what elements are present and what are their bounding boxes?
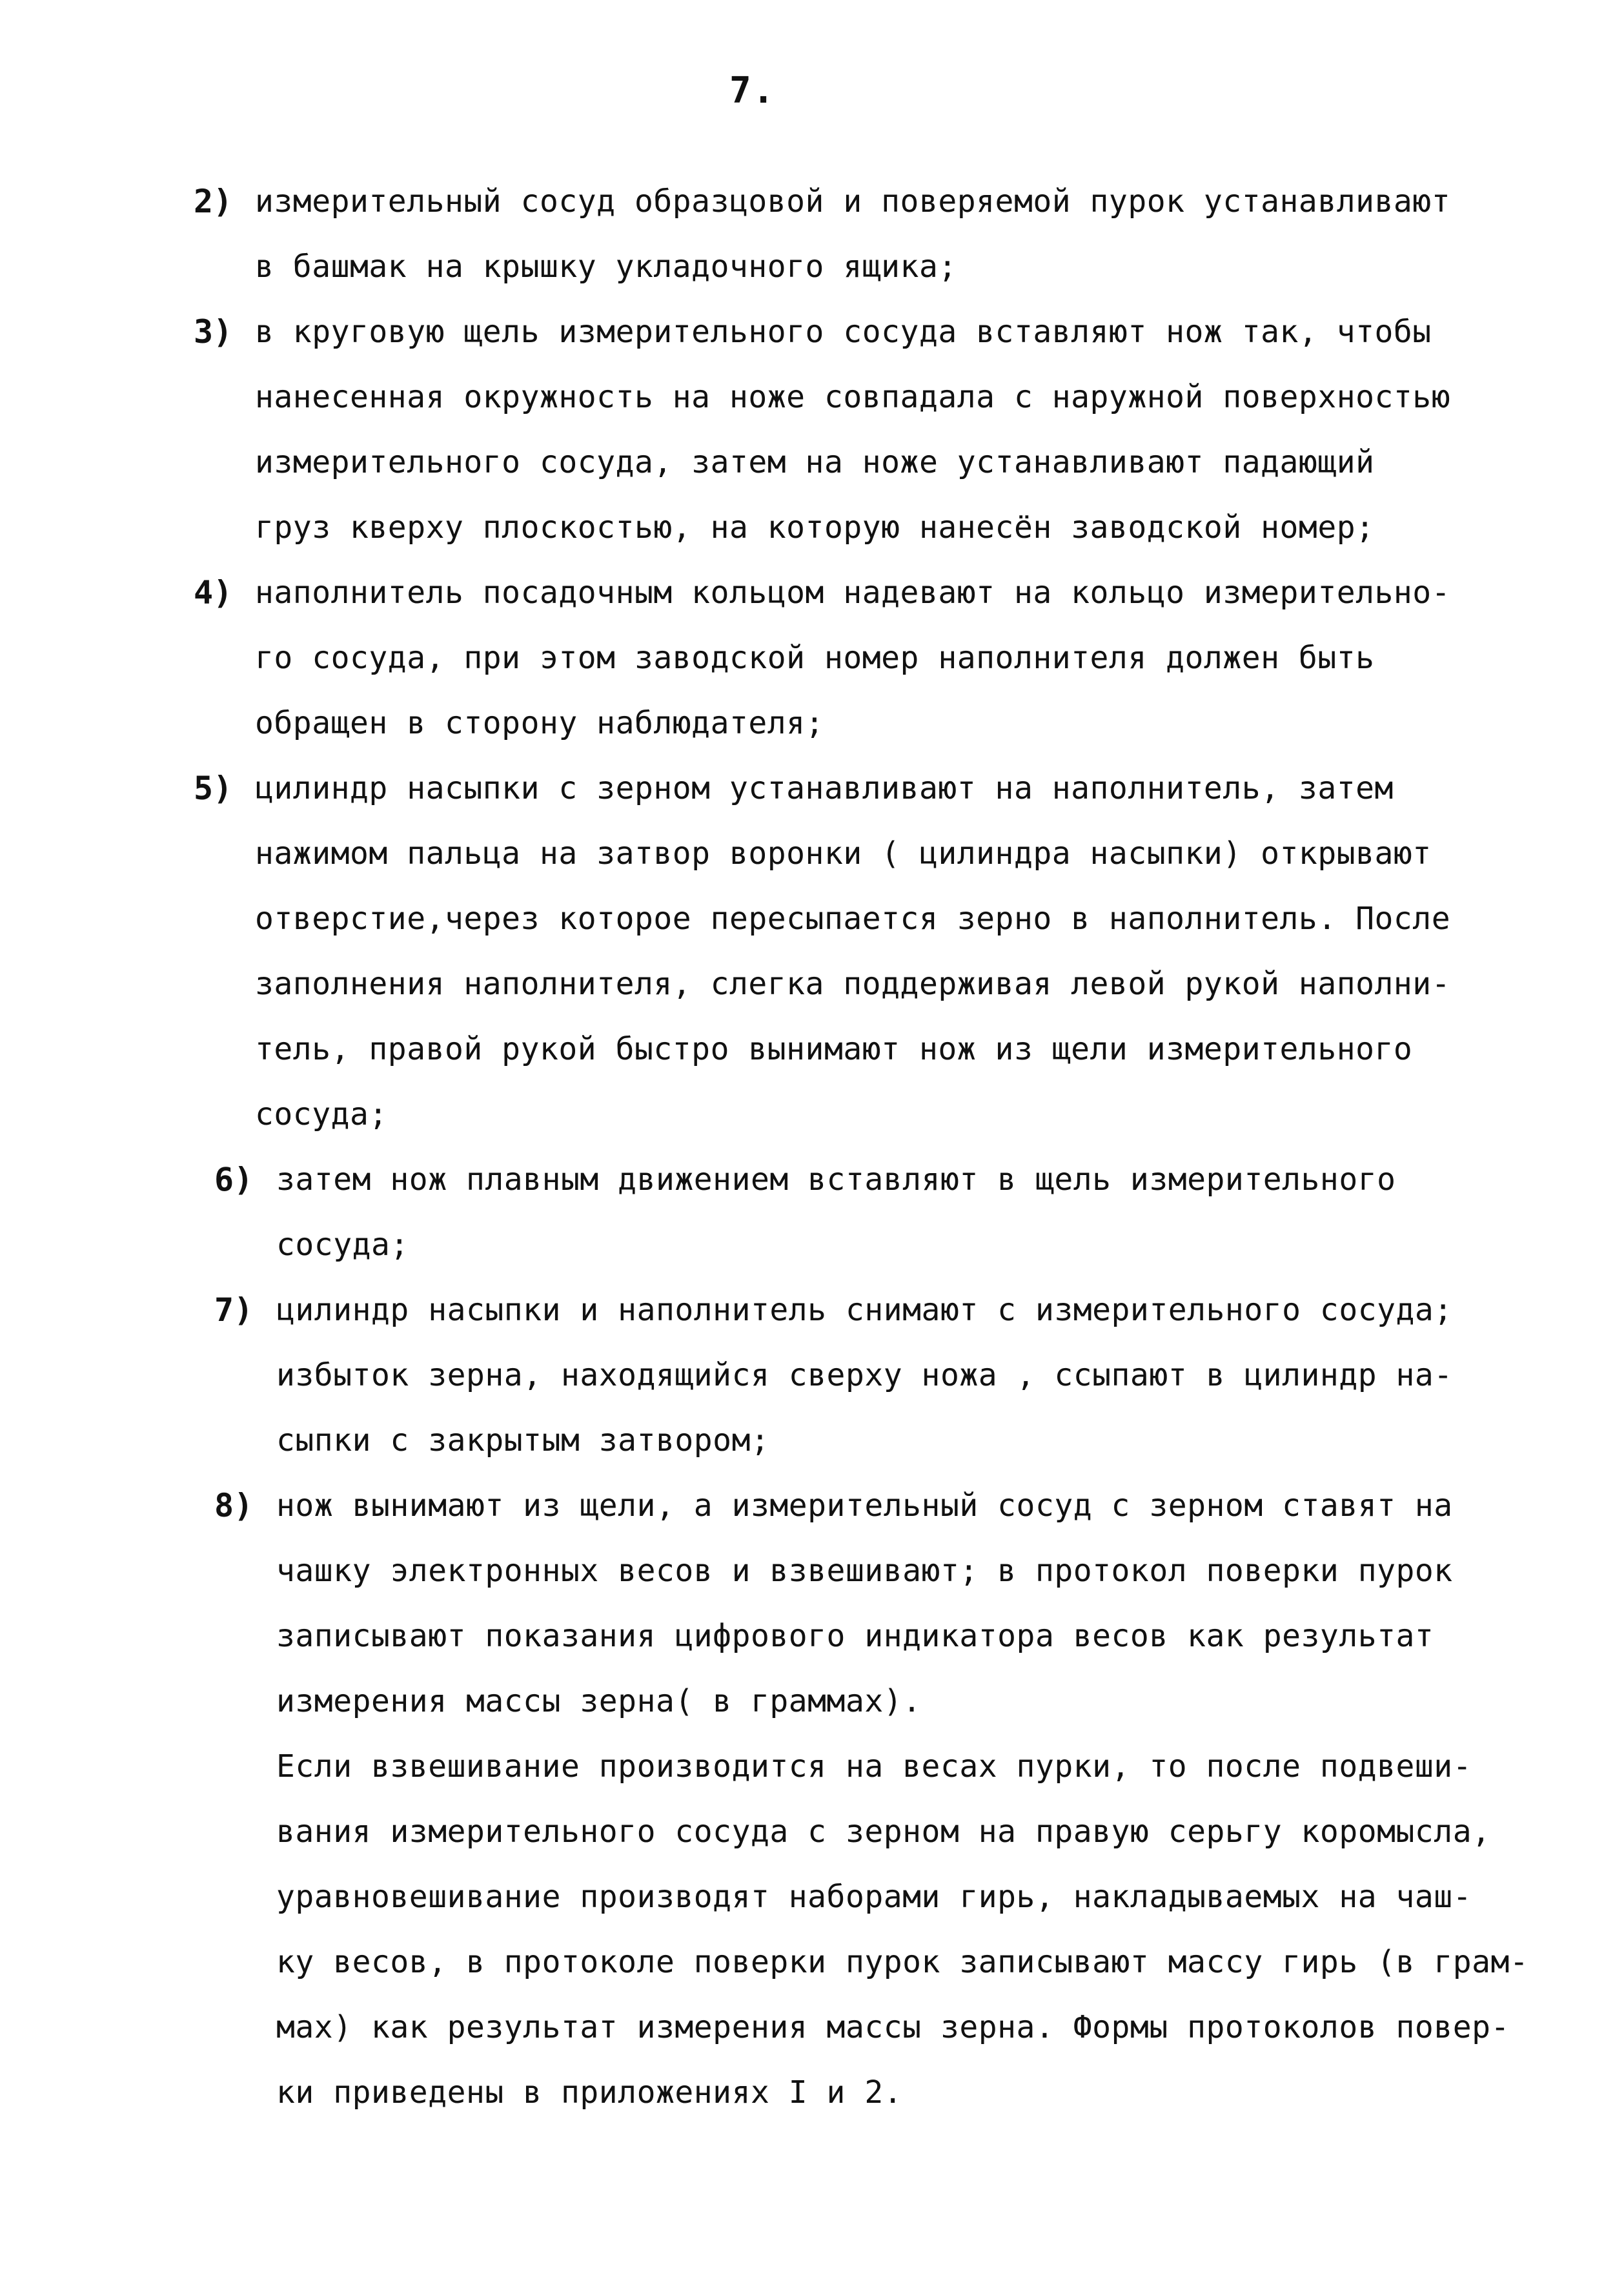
list-item-number: 4) <box>194 574 233 611</box>
text-line: в башмак на крышку укладочного ящика; <box>255 249 957 285</box>
text-line: сосуда; <box>276 1227 409 1263</box>
list-item <box>0 756 1624 1147</box>
text-line: заполнения наполнителя, слегка поддерживая левой рукой наполни- <box>255 966 1451 1002</box>
text-line: груз кверху плоскостью, на которую нанесён заводской номер; <box>255 509 1375 546</box>
text-line: го сосуда, при этом заводской номер наполнителя должен быть <box>255 640 1375 676</box>
text-line: тель, правой рукой быстро вынимают нож из щели измерительного <box>255 1031 1413 1067</box>
text-line: нанесенная окружность на ноже совпадала с наружной поверхностью <box>255 379 1451 415</box>
text-line: обращен в сторону наблюдателя; <box>255 705 824 741</box>
text-line: Если взвешивание производится на весах пурки, то после подвеши- <box>276 1748 1472 1785</box>
list-item <box>0 1473 1624 1734</box>
text-line: затем нож плавным движением вставляют в щель измерительного <box>276 1161 1396 1198</box>
text-line: измерительного сосуда, затем на ноже устанавливают падающий <box>255 444 1375 480</box>
text-line: наполнитель посадочным кольцом надевают на кольцо измерительно- <box>255 575 1451 611</box>
text-line: ки приведены в приложениях I и 2. <box>276 2074 903 2111</box>
list-item <box>0 1147 1624 1278</box>
text-line: цилиндр насыпки и наполнитель снимают с измерительного сосуда; <box>276 1292 1453 1328</box>
list-item-number: 8) <box>214 1487 254 1524</box>
text-line: сыпки с закрытым затвором; <box>276 1422 770 1458</box>
text-line: в круговую щель измерительного сосуда вставляют нож так, чтобы <box>255 314 1432 350</box>
list-item <box>0 300 1624 560</box>
text-line: избыток зерна, находящийся сверху ножа , ссыпают в цилиндр на- <box>276 1357 1453 1393</box>
list-item-number: 3) <box>194 313 233 351</box>
document-body <box>0 169 1624 2125</box>
text-line: мах) как результат измерения массы зерна. Формы протоколов повер- <box>276 2009 1510 2045</box>
list-item <box>0 1278 1624 1473</box>
text-line: отверстие,через которое пересыпается зерно в наполнитель. После <box>255 901 1451 937</box>
list-item-number: 7) <box>214 1291 254 1329</box>
text-line: измерительный сосуд образцовой и поверяемой пурок устанавливают <box>255 183 1451 220</box>
page-number: 7. <box>729 70 776 112</box>
text-line: нож вынимают из щели, а измерительный сосуд с зерном ставят на <box>276 1488 1453 1524</box>
text-line: измерения массы зерна( в граммах). <box>276 1683 922 1719</box>
list-item <box>0 560 1624 756</box>
list-item-number: 5) <box>194 770 233 807</box>
text-line: ку весов, в протоколе поверки пурок записывают массу гирь (в грам- <box>276 1944 1529 1980</box>
text-line: цилиндр насыпки с зерном устанавливают на наполнитель, затем <box>255 770 1394 806</box>
list-item <box>0 169 1624 300</box>
text-line: чашку электронных весов и взвешивают; в протокол поверки пурок <box>276 1553 1453 1589</box>
list-item-number: 6) <box>214 1161 254 1198</box>
list-item-number: 2) <box>194 183 233 220</box>
text-line: вания измерительного сосуда с зерном на правую серьгу коромысла, <box>276 1814 1491 1850</box>
text-line: нажимом пальца на затвор воронки ( цилиндра насыпки) открывают <box>255 835 1432 872</box>
text-line: уравновешивание производят наборами гирь, накладываемых на чаш- <box>276 1879 1472 1915</box>
text-line: сосуда; <box>255 1096 388 1132</box>
closing-paragraph <box>0 1734 1624 2125</box>
text-line: записывают показания цифрового индикатора весов как результат <box>276 1618 1434 1654</box>
